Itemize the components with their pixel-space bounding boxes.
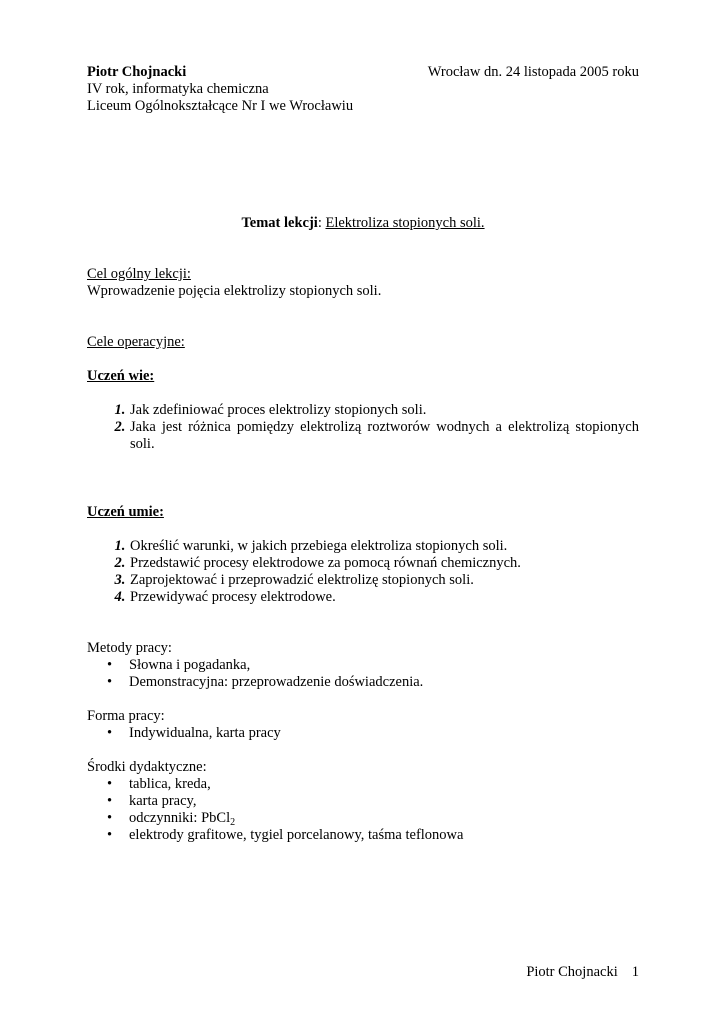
student-knows-heading: Uczeń wie: — [87, 368, 155, 384]
list-item: 4. Przewidywać procesy elektrodowe. — [129, 589, 639, 606]
reagent-subscript: 2 — [230, 817, 236, 828]
list-item: • Indywidualna, karta pracy — [129, 725, 639, 742]
methods-list — [87, 657, 639, 691]
methods-heading: Metody pracy: — [87, 640, 172, 656]
page-footer — [87, 964, 639, 981]
list-item: 1. Określić warunki, w jakich przebiega elektroliza stopionych soli. — [129, 538, 639, 555]
page-number: 1 — [631, 964, 639, 980]
author-school: Liceum Ogólnokształcące Nr I we Wrocławiu — [87, 98, 354, 114]
student-knows-list — [87, 402, 639, 453]
didactic-means-heading: Środki dydaktyczne: — [87, 759, 207, 775]
work-form-heading: Forma pracy: — [87, 708, 165, 724]
place-and-date: Wrocław dn. 24 listopada 2005 roku — [427, 64, 639, 80]
author-name: Piotr Chojnacki — [87, 64, 187, 80]
lesson-title — [87, 215, 639, 232]
list-item-reagents — [129, 810, 639, 827]
lesson-title-label: Temat lekcji — [241, 215, 318, 231]
list-item: • tablica, kreda, — [129, 776, 639, 793]
student-can-list — [87, 538, 639, 606]
operational-goals-heading: Cele operacyjne: — [87, 334, 185, 350]
list-item: • elektrody grafitowe, tygiel porcelanowy, taśma teflonowa — [129, 827, 639, 844]
list-item: 2. Jaka jest różnica pomiędzy elektrolizą roztworów wodnych a elektrolizą stopionych soli. — [129, 419, 639, 453]
work-form-list — [87, 725, 639, 742]
list-item: 3. Zaprojektować i przeprowadzić elektrolizę stopionych soli. — [129, 572, 639, 589]
general-goal-heading: Cel ogólny lekcji: — [87, 266, 191, 282]
student-can-heading: Uczeń umie: — [87, 504, 164, 520]
list-item: 2. Przedstawić procesy elektrodowe za pomocą równań chemicznych. — [129, 555, 639, 572]
footer-author: Piotr Chojnacki — [526, 964, 618, 980]
document-page — [87, 64, 639, 844]
header-top-line — [87, 64, 639, 81]
lesson-topic: Elektroliza stopionych soli. — [325, 215, 485, 231]
general-goal-section — [87, 266, 639, 300]
list-item: • karta pracy, — [129, 793, 639, 810]
reagent-text: odczynniki: PbCl — [129, 810, 231, 826]
author-course: IV rok, informatyka chemiczna — [87, 81, 269, 97]
general-goal-text: Wprowadzenie pojęcia elektrolizy stopionych soli. — [87, 283, 382, 299]
list-item: 1. Jak zdefiniować proces elektrolizy stopionych soli. — [129, 402, 639, 419]
didactic-means-list — [87, 776, 639, 844]
lesson-title-colon: : — [317, 215, 326, 231]
list-item: • Słowna i pogadanka, — [129, 657, 639, 674]
list-item: • Demonstracyjna: przeprowadzenie doświadczenia. — [129, 674, 639, 691]
